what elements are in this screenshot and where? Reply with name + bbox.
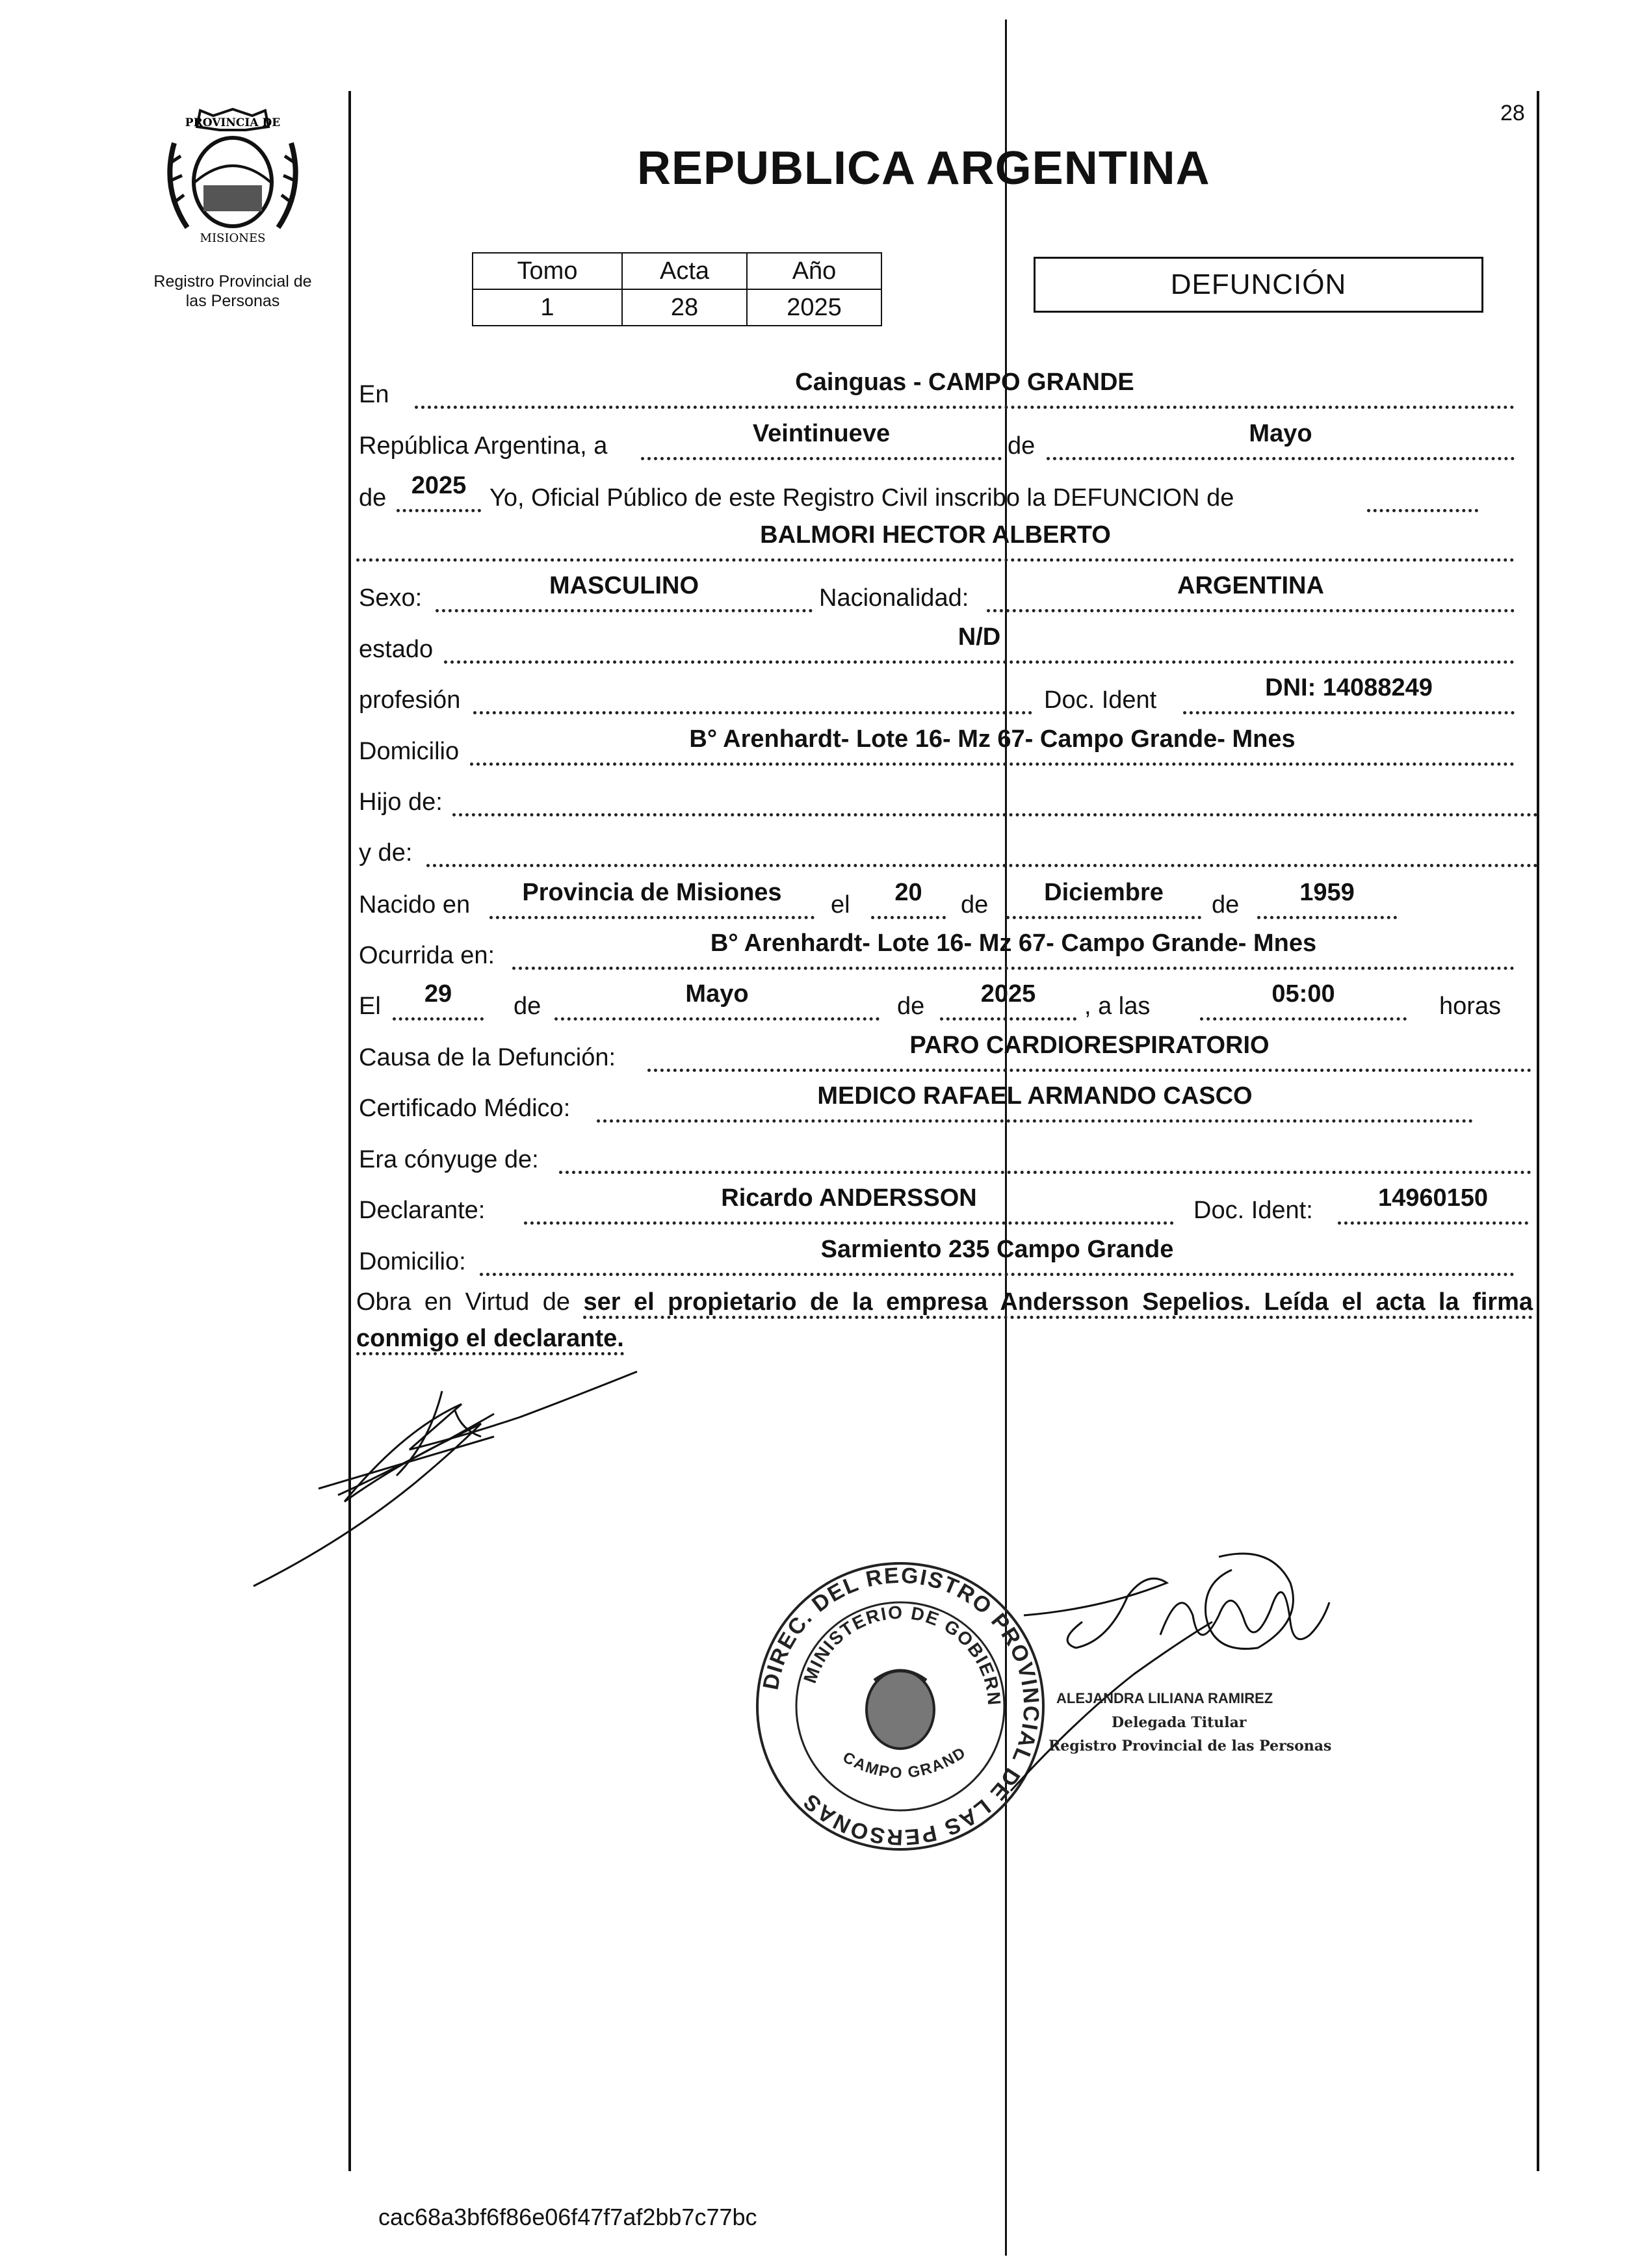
left-margin-line [348, 91, 351, 2171]
label-de-birth-year: de [1212, 891, 1240, 919]
row-profession-doc [356, 674, 1515, 718]
table-value-anio: 2025 [747, 289, 881, 326]
table-header-tomo: Tomo [473, 253, 622, 289]
value-declarant-address: Sarmiento 235 Campo Grande [820, 1236, 1174, 1263]
document-hash: cac68a3bf6f86e06f47f7af2bb7c77bc [378, 2204, 757, 2230]
field-address [470, 725, 1515, 766]
field-birth-day [871, 879, 946, 919]
registry-name-line1: Registro Provincial de [153, 272, 312, 291]
label-republica: República Argentina, a [359, 432, 608, 460]
field-profession [473, 679, 1032, 714]
row-date-words [356, 420, 1629, 464]
field-medical-certificate [597, 1082, 1473, 1123]
field-nationality [987, 572, 1515, 612]
coat-of-arms-logo [155, 104, 311, 250]
row-deceased-name [356, 521, 1515, 566]
row-place [356, 369, 1515, 413]
value-doc-ident: DNI: 14088249 [1265, 674, 1433, 701]
label-declarant: Declarante: [359, 1197, 486, 1224]
field-father [452, 781, 1538, 816]
label-en: En [359, 381, 389, 408]
value-day-words: Veintinueve [752, 420, 891, 447]
field-declarant-doc [1338, 1184, 1528, 1225]
label-sex: Sexo: [359, 584, 423, 612]
table-header-acta: Acta [622, 253, 747, 289]
label-profession: profesión [359, 686, 461, 714]
value-death-place: B° Arenhardt- Lote 16- Mz 67- Campo Grande- Mnes [710, 930, 1317, 957]
row-address [356, 725, 1515, 770]
registry-name [135, 272, 330, 311]
value-sex: MASCULINO [549, 572, 699, 599]
registry-name-line2: las Personas [185, 292, 280, 310]
seal-text-top: PROVINCIA DE [185, 116, 281, 129]
field-day-words [641, 420, 1002, 460]
label-de-birth-month: de [961, 891, 989, 919]
label-spouse: Era cónyuge de: [359, 1146, 539, 1173]
volume-table [472, 252, 882, 326]
label-de-year: de [359, 484, 387, 512]
row-spouse [356, 1139, 1629, 1178]
row-birth [356, 879, 1629, 923]
label-el-death: El [359, 993, 381, 1020]
field-marital-status [444, 623, 1515, 664]
label-declarant-doc: Doc. Ident: [1193, 1197, 1313, 1224]
value-year: 2025 [411, 472, 467, 499]
field-birth-place [489, 879, 814, 919]
row-marital-status [356, 623, 1515, 668]
seal-text-bottom: MISIONES [200, 231, 266, 245]
value-death-day: 29 [424, 980, 452, 1008]
label-born-in: Nacido en [359, 891, 471, 919]
volume-table-header-row [473, 253, 881, 289]
field-declarant-address [480, 1236, 1515, 1276]
label-el: el [831, 891, 850, 919]
table-header-anio: Año [747, 253, 881, 289]
field-death-day [393, 980, 484, 1021]
value-medical-certificate: MEDICO RAFAEL ARMANDO CASCO [817, 1082, 1253, 1110]
value-by-virtue-of: ser el propietario de la empresa Andersson Sepelios. Leída el acta la firma conmigo el declarante. [356, 1288, 1533, 1355]
page-number: 28 [1500, 101, 1525, 125]
label-de-death-year: de [897, 993, 925, 1020]
value-death-month: Mayo [685, 980, 749, 1008]
field-spouse [559, 1138, 1531, 1174]
field-death-year [940, 980, 1076, 1021]
label-occurred-in: Ocurrida en: [359, 942, 495, 969]
label-statement: Yo, Oficial Público de este Registro Civil inscribo la DEFUNCION de [489, 484, 1234, 512]
value-birth-day: 20 [894, 879, 922, 906]
row-father [356, 781, 1629, 820]
value-declarant-doc: 14960150 [1377, 1184, 1489, 1212]
row-declarant-address [356, 1236, 1515, 1280]
stamp-locality: CAMPO GRAND [839, 1743, 970, 1782]
field-declarant [524, 1184, 1174, 1225]
official-signature [998, 1544, 1362, 1817]
value-marital-status: N/D [958, 623, 1001, 651]
value-birth-year: 1959 [1299, 879, 1355, 906]
row-declarant [356, 1184, 1629, 1229]
record-type-box: DEFUNCIÓN [1034, 257, 1483, 313]
center-fold-line [1005, 20, 1007, 2256]
label-cause: Causa de la Defunción: [359, 1044, 616, 1071]
document-title: REPUBLICA ARGENTINA [637, 142, 1210, 194]
table-value-tomo: 1 [473, 289, 622, 326]
official-office: Registro Provincial de las Personas [1049, 1738, 1332, 1754]
field-death-month [554, 980, 880, 1021]
value-birth-month: Diciembre [1044, 879, 1164, 906]
official-name: ALEJANDRA LILIANA RAMIREZ [1056, 1690, 1273, 1706]
field-place [415, 369, 1515, 409]
label-mother: y de: [359, 839, 413, 867]
table-value-acta: 28 [622, 289, 747, 326]
label-hours: horas [1439, 993, 1502, 1020]
label-doc-ident: Doc. Ident [1044, 686, 1157, 714]
value-nationality: ARGENTINA [1177, 572, 1324, 599]
field-death-place [512, 930, 1515, 970]
value-address: B° Arenhardt- Lote 16- Mz 67- Campo Grande- Mnes [689, 725, 1296, 753]
row-by-virtue-of [356, 1284, 1533, 1357]
field-cause [647, 1032, 1531, 1072]
row-medical-certificate [356, 1082, 1629, 1127]
declarant-signature [247, 1352, 650, 1593]
label-at-hours: , a las [1084, 993, 1151, 1020]
value-cause: PARO CARDIORESPIRATORIO [909, 1032, 1270, 1059]
field-statement-tail [1367, 476, 1478, 512]
label-by-virtue-of: Obra en Virtud de [356, 1288, 570, 1316]
field-birth-month [1006, 879, 1201, 919]
value-declarant: Ricardo ANDERSSON [721, 1184, 977, 1212]
row-death-datetime [356, 980, 1629, 1024]
field-year [397, 472, 481, 512]
field-deceased-name [356, 521, 1515, 562]
field-sex [436, 572, 813, 612]
label-de-month: de [1008, 432, 1036, 460]
volume-table-value-row [473, 289, 881, 326]
label-father: Hijo de: [359, 789, 443, 816]
value-birth-place: Provincia de Misiones [522, 879, 782, 906]
label-declarant-address: Domicilio: [359, 1248, 466, 1275]
field-mother [426, 831, 1538, 867]
row-sex-nationality [356, 572, 1515, 616]
right-margin-line [1537, 91, 1539, 2171]
value-month: Mayo [1249, 420, 1312, 447]
value-death-time: 05:00 [1271, 980, 1335, 1008]
row-death-place [356, 930, 1515, 974]
label-de-death-month: de [514, 993, 541, 1020]
field-doc-ident [1183, 674, 1515, 714]
field-death-time [1200, 980, 1407, 1021]
stamp-inner-text: MINISTERIO DE GOBIERN [800, 1602, 1005, 1708]
row-year-statement [356, 472, 1629, 516]
value-death-year: 2025 [980, 980, 1036, 1008]
official-title: Delegada Titular [1112, 1714, 1247, 1731]
label-address: Domicilio [359, 738, 460, 765]
row-mother [356, 832, 1629, 871]
value-place: Cainguas - CAMPO GRANDE [795, 369, 1134, 396]
value-deceased-name: BALMORI HECTOR ALBERTO [760, 521, 1111, 549]
label-medical-certificate: Certificado Médico: [359, 1095, 571, 1122]
label-nationality: Nacionalidad: [819, 584, 969, 612]
label-marital-status: estado [359, 636, 434, 663]
field-birth-year [1257, 879, 1397, 919]
stamp-outer-text: DIREC. DEL REGISTRO PROVINCIAL DE LAS PERSONAS [758, 1563, 1044, 1850]
field-month [1047, 420, 1515, 460]
row-cause [356, 1032, 1629, 1076]
